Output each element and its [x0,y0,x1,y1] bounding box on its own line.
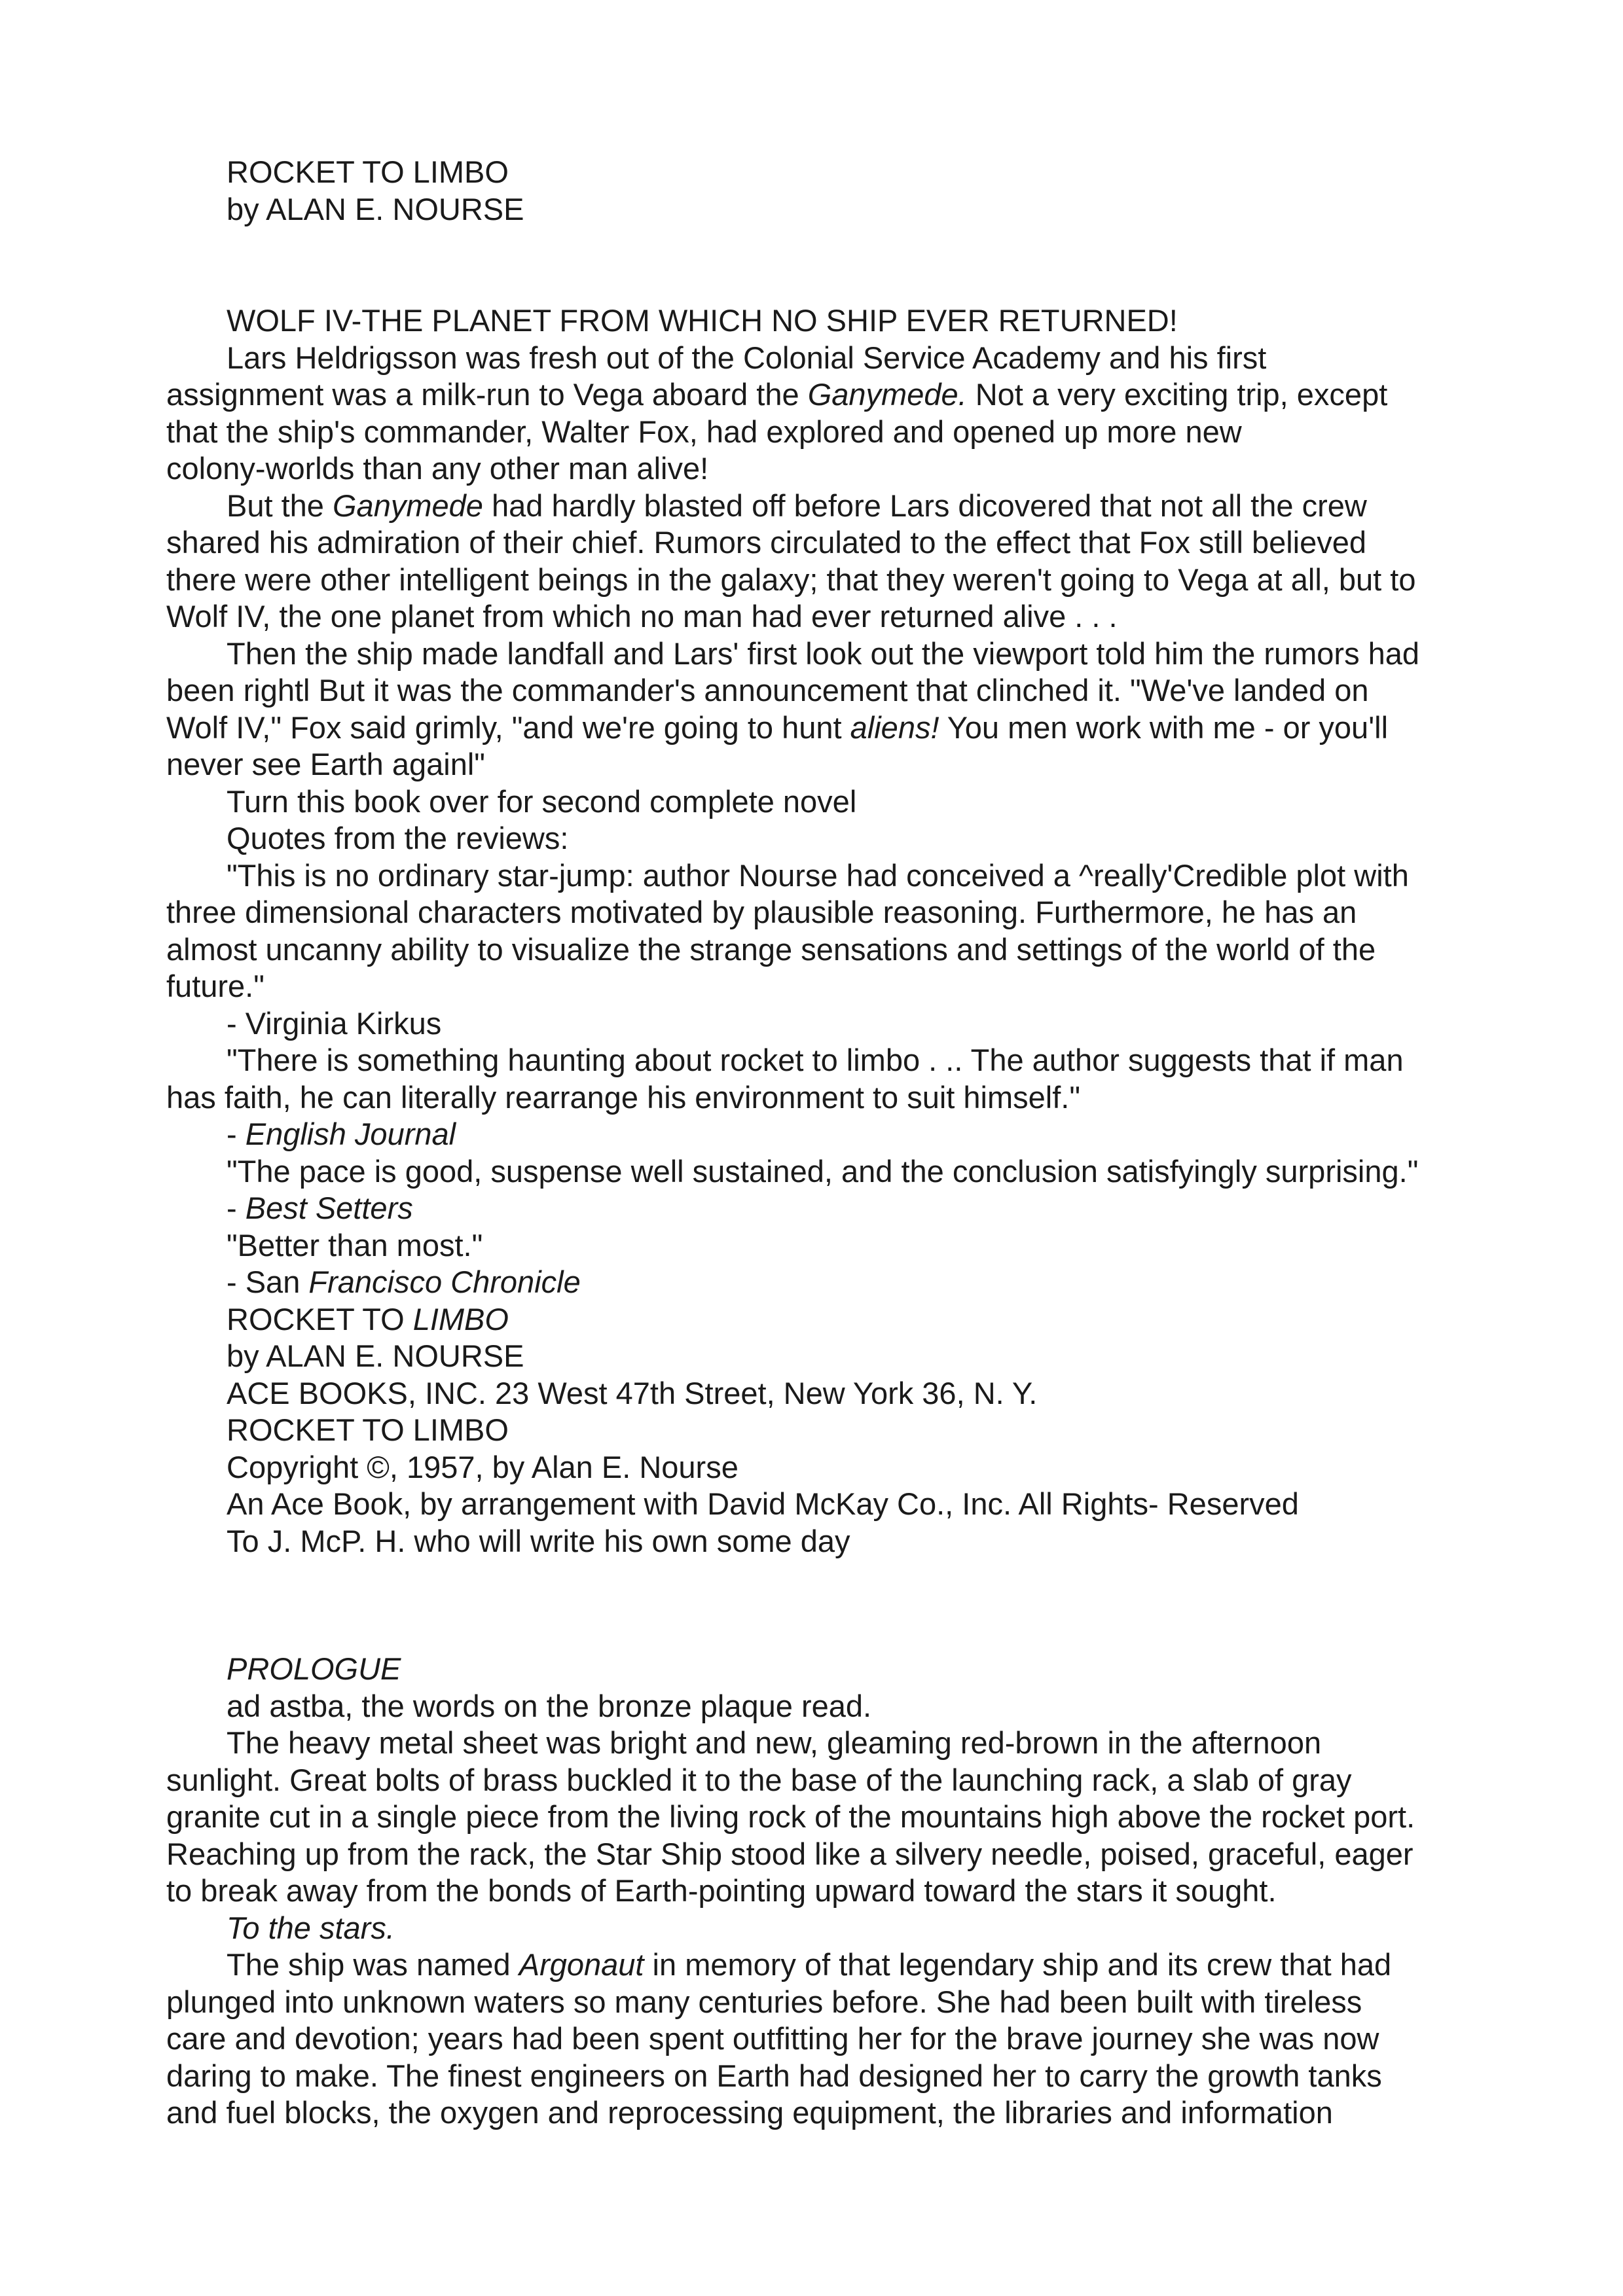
review-quote [166,1227,1469,1301]
title-block [166,154,1469,228]
review-source: - Virginia Kirkus [227,1005,442,1041]
text-run: - [227,1191,246,1225]
copyright-line: Copyright ©, 1957, by Alan E. Nourse [227,1449,739,1484]
rights-line: An Ace Book, by arrangement with David McKay Co., Inc. All Rights- Reserved [227,1486,1299,1521]
dedication-line: To J. McP. H. who will write his own some day [227,1523,850,1558]
text-line: to break away from the bonds of Earth-pointing upward toward the stars it sought. [166,1873,1277,1908]
reviews-heading: Quotes from the reviews: [227,821,569,855]
text-line: Reaching up from the rack, the Star Ship stood like a silvery needle, poised, graceful, eager [166,1836,1413,1871]
text-line [166,709,1469,747]
blurb-headline: WOLF IV-THE PLANET FROM WHICH NO SHIP EVER RETURNED! [227,303,1178,338]
book-title: ROCKET TO LIMBO [227,154,509,189]
text-line: there were other intelligent beings in the galaxy; that they weren't going to Vega at all, but to [166,562,1416,597]
prologue-paragraph [166,1946,1469,2132]
text-line [166,376,1469,414]
text-run: assignment was a milk-run to Vega aboard the [166,377,808,412]
text-run: in memory of that legendary ship and its crew that had [644,1947,1392,1982]
italic-source: English Journal [245,1117,456,1151]
text-line: granite cut in a single piece from the living rock of the mountains high above the rocket port. [166,1799,1415,1834]
text-run: Not a very exciting trip, except [966,377,1388,412]
text-line: colony-worlds than any other man alive! [166,451,709,486]
text-line: never see Earth againl" [166,747,485,781]
text-line: Lars Heldrigsson was fresh out of the Colonial Service Academy and his first [227,340,1267,375]
blurb-paragraph [166,340,1469,488]
text-line [166,488,1469,525]
italic-ship-name: Ganymede. [807,377,967,412]
italic-heading: PROLOGUE [227,1651,401,1686]
text-line: care and devotion; years had been spent outfitting her for the brave journey she was now [166,2021,1379,2056]
text-run: had hardly blasted off before Lars dicovered that not all the crew [483,488,1367,523]
text-line: ad astba, the words on the bronze plaque read. [227,1688,872,1723]
text-line: daring to make. The finest engineers on Earth had designed her to carry the growth tanks [166,2058,1382,2093]
text-line: that the ship's commander, Walter Fox, had explored and opened up more new [166,414,1242,449]
italic-word: aliens! [850,709,939,745]
text-run: - San [227,1265,309,1299]
prologue-paragraph [166,1725,1469,1910]
italic-ship-name: Ganymede [333,488,483,523]
text-line: "The pace is good, suspense well sustained, and the conclusion satisfyingly surprising." [227,1153,1419,1189]
review-quote [166,1042,1469,1153]
review-source [166,1190,1469,1227]
italic-source: Best Setters [245,1191,413,1225]
text-line: been rightl But it was the commander's announcement that clinched it. "We've landed on [166,673,1369,708]
italic-ship-name: Argonaut [519,1947,644,1982]
front-matter [166,1301,1469,1560]
text-line: "Better than most." [227,1227,483,1263]
text-line [166,1946,1469,1984]
blurb-paragraph [166,636,1469,783]
front-matter-title-repeat: ROCKET TO LIMBO [227,1412,509,1447]
text-run: But the [227,488,333,523]
text-line: Then the ship made landfall and Lars' first look out the viewport told him the rumors had [227,636,1420,671]
text-line: three dimensional characters motivated by plausible reasoning. Furthermore, he has an [166,895,1357,929]
text-line: shared his admiration of their chief. Rumors circulated to the effect that Fox still believed [166,525,1367,560]
italic-word: LIMBO [412,1301,509,1336]
text-line: almost uncanny ability to visualize the strange sensations and settings of the world of the [166,931,1376,967]
prologue-section [166,1651,1469,2132]
text-line: sunlight. Great bolts of brass buckled it to the base of the launching rack, a slab of gray [166,1762,1352,1797]
text-line: has faith, he can literally rearrange his environment to suit himself." [166,1079,1081,1115]
text-line [166,1910,1469,1947]
review-quote [166,857,1469,1043]
publisher-line: ACE BOOKS, INC. 23 West 47th Street, New York 36, N. Y. [227,1375,1038,1410]
text-line: future." [166,969,264,1003]
front-matter-author: by ALAN E. NOURSE [227,1338,524,1373]
review-quote [166,1153,1469,1227]
blurb-paragraph [166,488,1469,636]
text-line: Wolf IV, the one planet from which no man had ever returned alive . . . [166,599,1118,634]
italic-line: To the stars. [227,1910,395,1945]
text-line: "This is no ordinary star-jump: author Nourse had conceived a ^really'Credible plot with [227,857,1409,893]
text-run: - [227,1117,246,1151]
text-run: ROCKET TO [227,1301,413,1336]
front-matter-title [166,1301,1469,1338]
prologue-heading [166,1651,1469,1688]
blurb-section [166,302,1469,1560]
text-line: "There is something haunting about rocket to limbo . .. The author suggests that if man [227,1043,1404,1077]
review-source [166,1116,1469,1153]
text-line: plunged into unknown waters so many centuries before. She had been built with tireless [166,1984,1362,2019]
turn-over-note: Turn this book over for second complete novel [227,783,857,819]
book-author: by ALAN E. NOURSE [227,191,524,226]
text-run: The ship was named [227,1947,519,1982]
text-run: You men work with me - or you'll [939,709,1389,745]
text-run: Wolf IV," Fox said grimly, "and we're going to hunt [166,709,850,745]
text-line: and fuel blocks, the oxygen and reprocessing equipment, the libraries and information [166,2095,1333,2130]
italic-source: Francisco Chronicle [308,1265,581,1299]
text-line: The heavy metal sheet was bright and new, gleaming red-brown in the afternoon [227,1725,1322,1760]
review-source [166,1264,1469,1301]
